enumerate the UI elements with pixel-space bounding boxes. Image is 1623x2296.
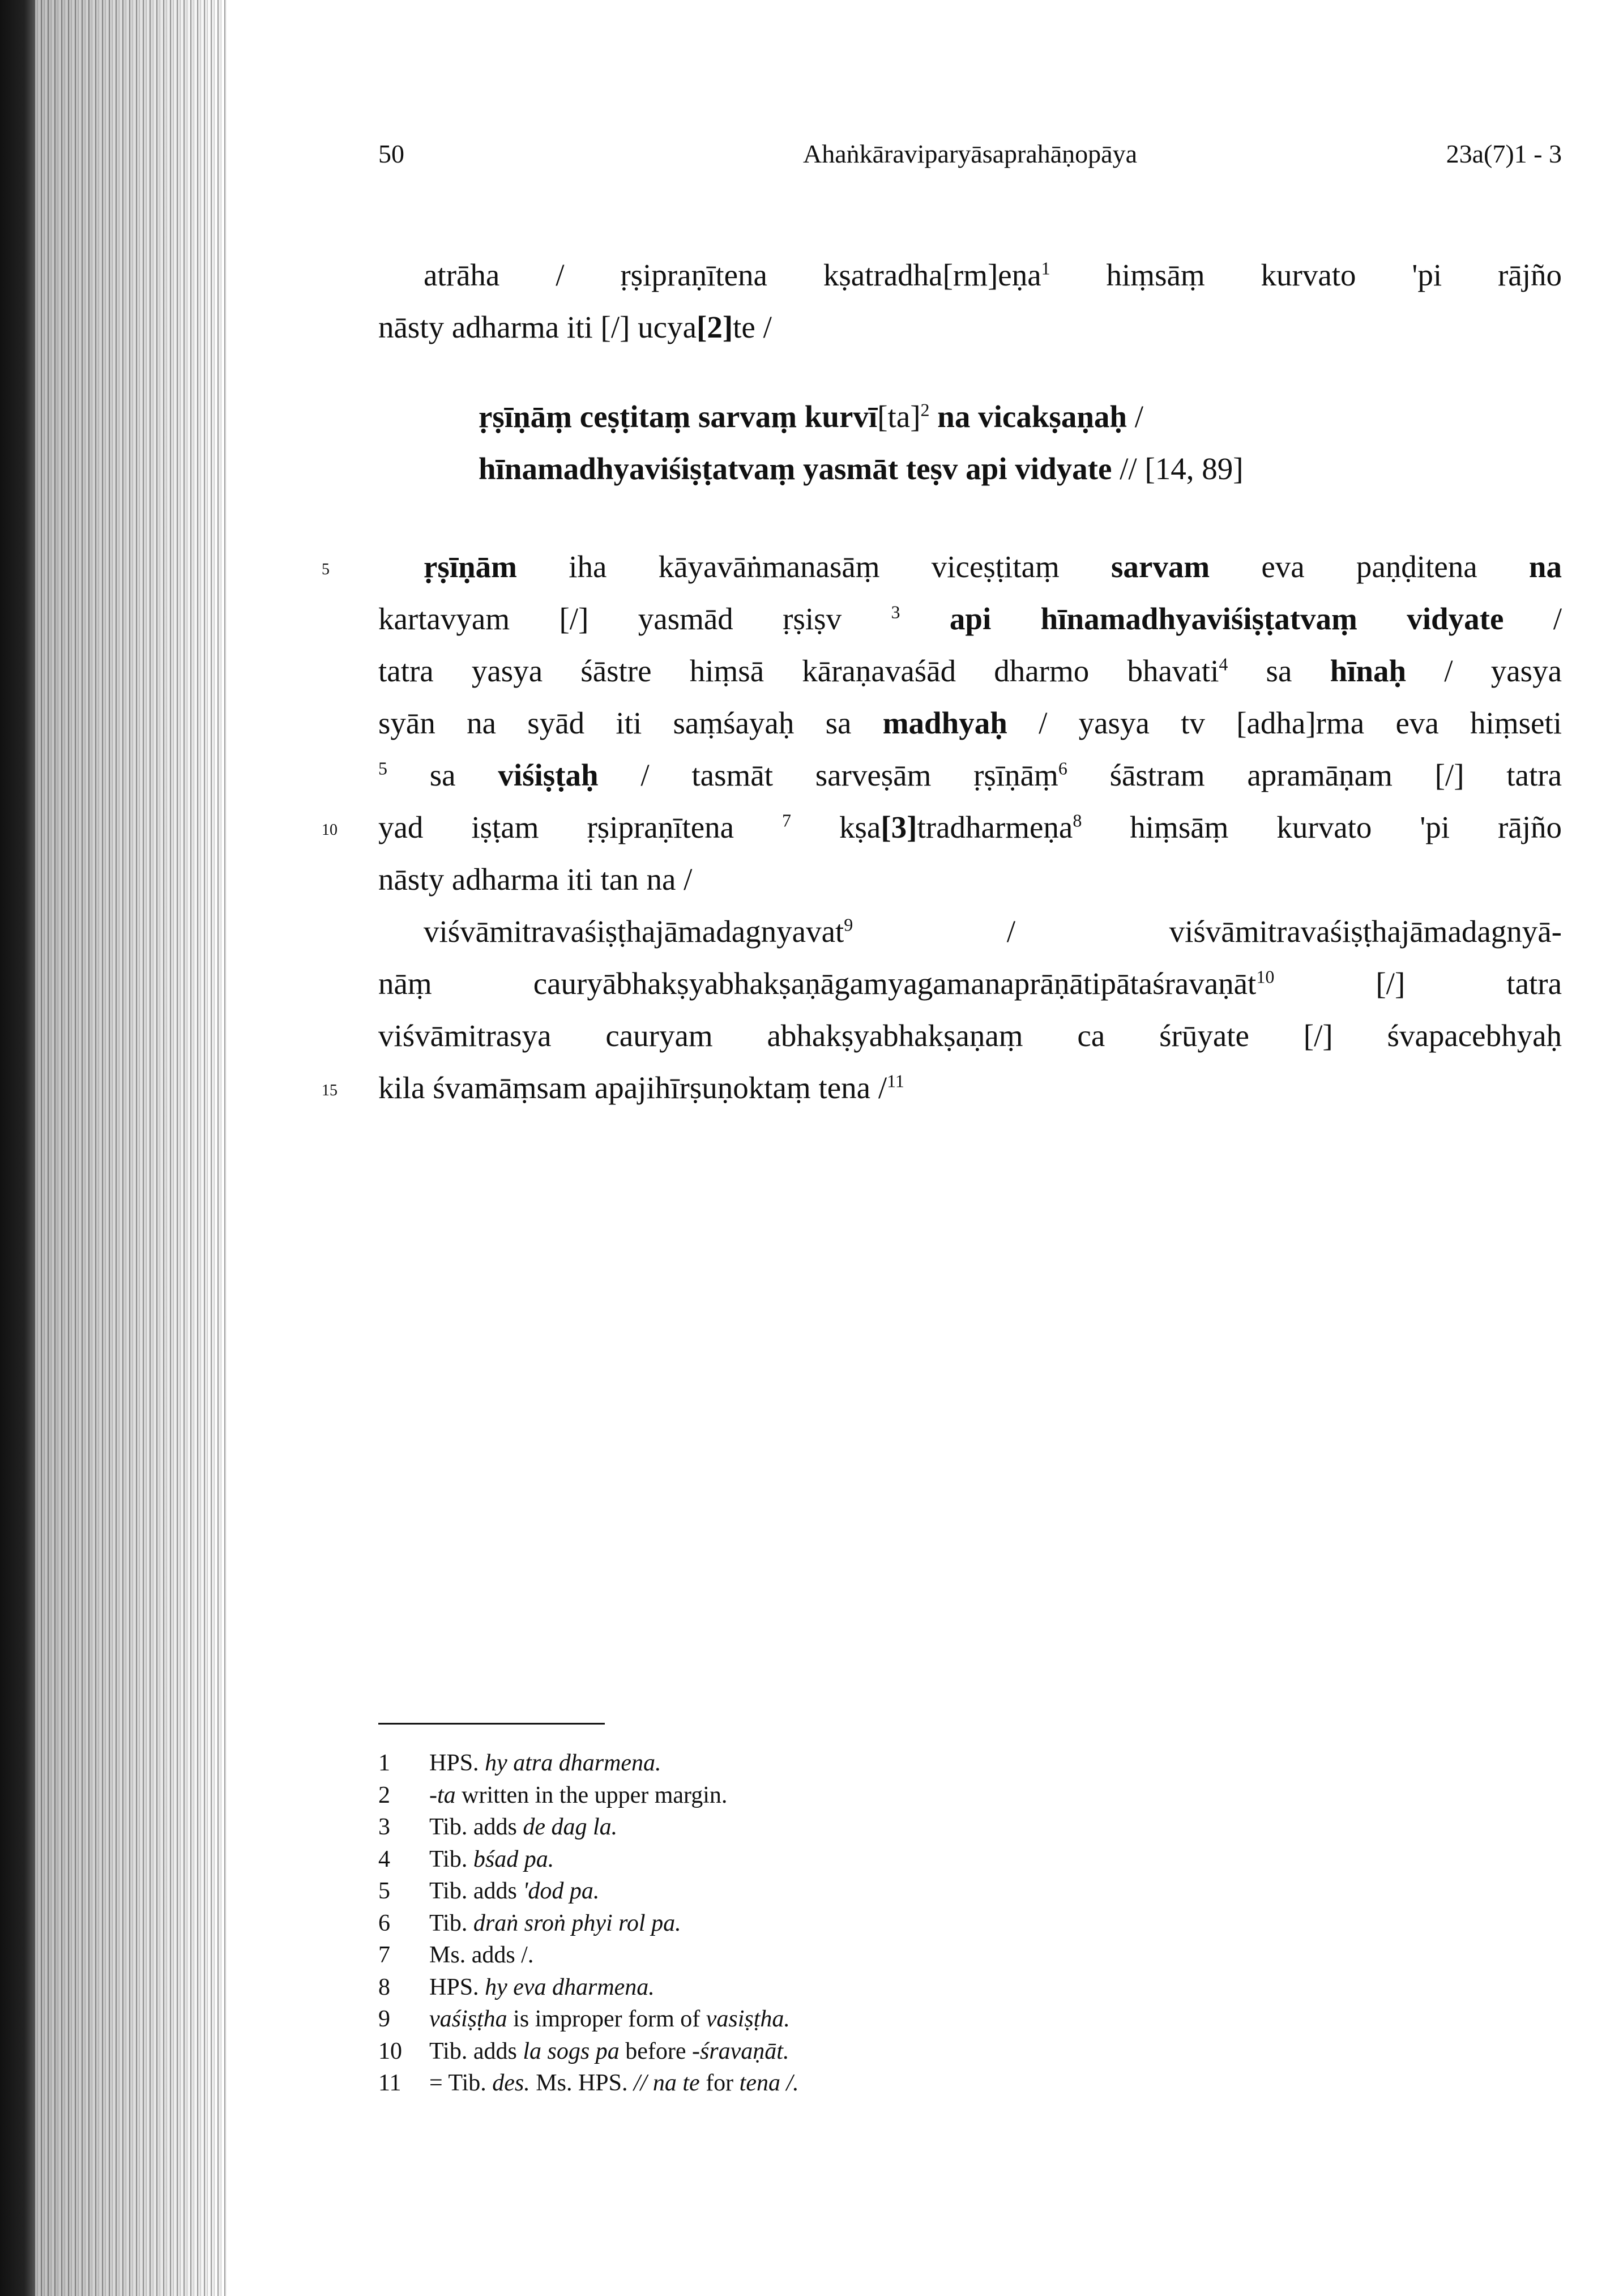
footnote: 5 Tib. adds 'dod pa. [378,1878,600,1904]
text-line: viśvāmitrasya cauryam abhakṣyabhakṣaṇaṃ ca śrūyate [/] śvapacebhyaḥ [378,1018,1562,1053]
text-line: nāṃ cauryābhakṣyabhakṣaṇāgamyagamanaprāṇātipātaśravaṇāt$^{10}$ [/] tatra [378,966,1562,1001]
text-line: yad iṣṭam ṛṣipraṇītena $^7$ kṣa[3]tradharmeṇa$^8$ hiṃsāṃ kurvato 'pi rājño [378,810,1562,844]
footnote: 7 Ms. adds /. [378,1942,534,1968]
footnotes [378,1747,1398,2099]
footnote: 11 = Tib. des. Ms. HPS. // na te for tena /. [378,2070,799,2096]
line-number: 5 [322,561,330,578]
book-spine-edge [0,0,227,2296]
line-number: 10 [322,821,338,839]
text-line: nāsty adharma iti [/] ucya[2]te / [378,310,772,344]
text-line: nāsty adharma iti tan na / [378,862,693,897]
text-line: tatra yasya śāstre hiṃsā kāraṇavaśād dharmo bhavati$^4$ sa hīnaḥ / yasya [378,654,1562,688]
running-header [378,139,1562,173]
text-line: kila śvamāṃsam apajihīrṣuṇoktaṃ tena /$^{11}$ [378,1070,904,1105]
footnote: 2 -ta written in the upper margin. [378,1782,728,1808]
footnote: 4 Tib. bśad pa. [378,1846,554,1872]
text-line: $^5$ sa viśiṣṭaḥ / tasmāt sarveṣām ṛṣīṇāṃ$^6$ śāstram apramāṇam [/] tatra [378,758,1562,792]
running-title: Ahaṅkāraviparyāsaprahāṇopāya [802,139,1138,168]
footnote: 9 vaśiṣṭha is improper form of vasiṣṭha. [378,2006,790,2032]
footnote: 10 Tib. adds la sogs pa before -śravaṇāt. [378,2038,789,2064]
line-number: 15 [322,1082,338,1099]
footnote: 1 HPS. hy atra dharmena. [378,1750,661,1776]
footnote: 6 Tib. draṅ sroṅ phyi rol pa. [378,1910,681,1936]
verse-line: ṛṣīṇāṃ ceṣṭitaṃ sarvaṃ kurvī[ta]$^2$ na vicakṣaṇaḥ / [479,399,1144,434]
text-line: syān na syād iti saṃśayaḥ sa madhyaḥ / yasya tv [adha]rma eva hiṃseti [378,706,1562,740]
verse-block [479,391,1583,495]
verse-line: hīnamadhyaviśiṣṭatvaṃ yasmāt teṣv api vidyate // [14, 89] [479,451,1244,486]
page-number: 50 [378,139,404,168]
intro-paragraph [378,249,1562,353]
text-line: viśvāmitravaśiṣṭhajāmadagnyavat$^9$ / viśvāmitravaśiṣṭhajāmadagnyā- [424,914,1562,949]
folio-reference: 23a(7)1 - 3 [1446,139,1562,168]
text-line: kartavyam [/] yasmād ṛṣiṣv $^3$ api hīnamadhyaviśiṣṭatvaṃ vidyate / [378,601,1562,636]
footnote: 8 HPS. hy eva dharmena. [378,1974,655,2000]
footnote-rule [378,1723,605,1725]
text-line: ṛṣīṇām iha kāyavāṅmanasāṃ viceṣṭitaṃ sarvam eva paṇḍitena na [424,549,1562,584]
text-line: atrāha / ṛṣipraṇītena kṣatradha[rm]eṇa$^1$ hiṃsāṃ kurvato 'pi rājño [424,258,1562,292]
footnote: 3 Tib. adds de dag la. [378,1814,618,1840]
commentary-paragraph [378,541,1562,1114]
